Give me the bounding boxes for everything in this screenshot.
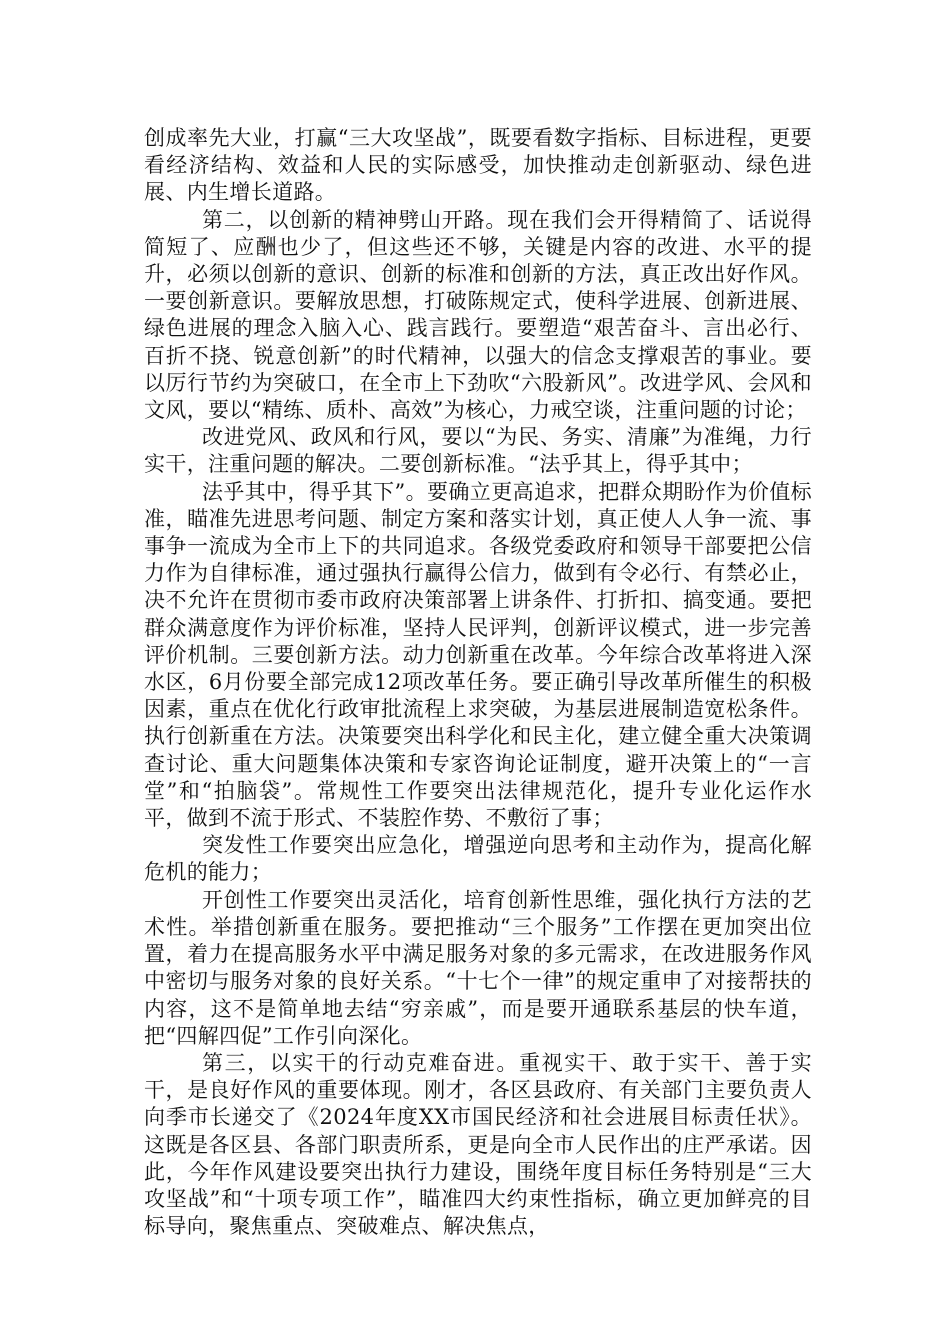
paragraph: 创成率先大业，打赢“三大攻坚战”，既要看数字指标、目标进程，更要看经济结构、效益和人民的实际感受，加快推动走创新驱动、绿色进展、内生增长道路。 [144, 126, 812, 205]
paragraph: 法乎其中，得乎其下”。要确立更高追求，把群众期盼作为价值标准，瞄准先进思考问题、制定方案和落实计划，真正使人人争一流、事事争一流成为全市上下的共同追求。各级党委政府和领导干部要把公信力作为自律标准，通过强执行赢得公信力，做到有令必行、有禁必止，决不允许在贯彻市委市政府决策部署上讲条件、打折扣、搞变通。要把群众满意度作为评价标准，坚持人民评判，创新评议模式，进一步完善评价机制。三要创新方法。动力创新重在改革。今年综合改革将进入深水区，6月份要全部完成12项改革任务。要正确引导改革所催生的积极因素，重点在优化行政审批流程上求突破，为基层进展制造宽松条件。执行创新重在方法。决策要突出科学化和民主化，建立健全重大决策调查讨论、重大问题集体决策和专家咨询论证制度，避开决策上的“一言堂”和“拍脑袋”。常规性工作要突出法律规范化，提升专业化运作水平，做到不流于形式、不装腔作势、不敷衍了事； [144, 479, 812, 831]
paragraph: 改进党风、政风和行风，要以“为民、务实、清廉”为准绳，力行实干，注重问题的解决。二要创新标准。“法乎其上，得乎其中； [144, 425, 812, 477]
paragraph: 开创性工作要突出灵活化，培育创新性思维，强化执行方法的艺术性。举措创新重在服务。要把推动“三个服务”工作摆在更加突出位置，着力在提高服务水平中满足服务对象的多元需求，在改进服务作风中密切与服务对象的良好关系。“十七个一律”的规定重申了对接帮扶的内容，这不是简单地去结“穷亲戚”，而是要开通联系基层的快车道，把“四解四促”工作引向深化。 [144, 887, 812, 1048]
paragraph: 第三，以实干的行动克难奋进。重视实干、敢于实干、善于实干，是良好作风的重要体现。刚才，各区县政府、有关部门主要负责人向季市长递交了《2024年度XX市国民经济和社会进展目标责任状》。这既是各区县、各部门职责所系，更是向全市人民作出的庄严承诺。因此，今年作风建设要突出执行力建设，围绕年度目标任务特别是“三大攻坚战”和“十项专项工作”，瞄准四大约束性指标，确立更加鲜亮的目标导向，聚焦重点、突破难点、解决焦点， [144, 1050, 812, 1239]
paragraph: 第二，以创新的精神劈山开路。现在我们会开得精简了、话说得简短了、应酬也少了，但这些还不够，关键是内容的改进、水平的提升，必须以创新的意识、创新的标准和创新的方法，真正改出好作风。一要创新意识。要解放思想，打破陈规定式，使科学进展、创新进展、绿色进展的理念入脑入心、践言践行。要塑造“艰苦奋斗、言出必行、百折不挠、锐意创新”的时代精神，以强大的信念支撑艰苦的事业。要以厉行节约为突破口，在全市上下劲吹“六股新风”。改进学风、会风和文风，要以“精练、质朴、高效”为核心，力戒空谈，注重问题的讨论； [144, 207, 812, 423]
document-body [144, 125, 812, 1240]
paragraph: 突发性工作要突出应急化，增强逆向思考和主动作为，提高化解危机的能力； [144, 833, 812, 885]
